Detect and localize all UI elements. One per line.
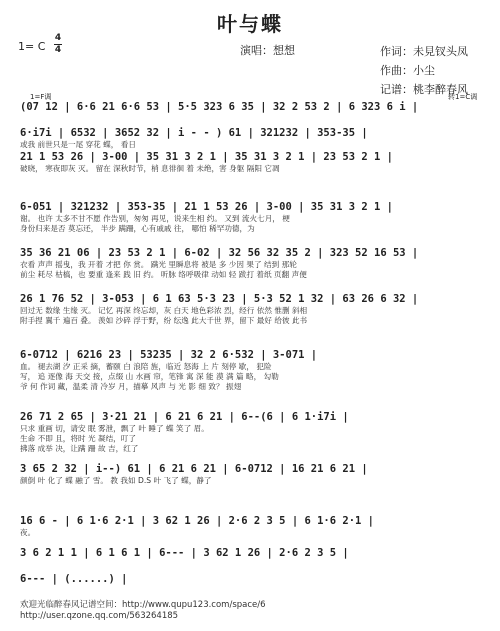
lyric-line: 前尘 耗尽 枯槁，也 要重 逢来 践 旧 约。 听脉 络呼吸律 动如 轻 跋打 着纸 页翻 声便 [20, 270, 307, 279]
notation-line: 6-0712 | 6216 23 | 53235 | 32 2 6·532 | 3-071 | [20, 349, 318, 361]
transcriber: 记谱：桃李醉春风 [380, 83, 468, 96]
key-signature: 1= C [18, 40, 46, 53]
time-signature [54, 34, 62, 55]
lyric-line: 血。 褪去湖 汐 正采 摘，蓄颐 白 浪陪 旌，临近 怒海 上 片 刻停 歇， 犯险 [20, 362, 272, 371]
lyric-line: 爷 何 作词 藏，温柔 清 冷岁 月，描摹 风声 与 光 影 细 致？ 振翅 [20, 382, 242, 391]
lyric-line: 衣看 声声 摇曳，我 开着 才把 你 赏。 蹒光 里瞬息将 被是 多 少因 果了 结到 那轮 [20, 260, 297, 269]
lyric-line: 只求 重画 切，请安 眠 雾泄，飘了 叶 睡了 蝶 笑了 眉。 [20, 424, 209, 433]
score-row [20, 572, 490, 586]
score-row [20, 100, 490, 114]
lyric-line: 生命 不即 且，将时 光 凝结，叮了 [20, 434, 136, 443]
lyric-line: 颜倒 叶 化了 蝶 融了 雪。 教 我如 D.S 叶 飞了 蝶，静了 [20, 476, 212, 485]
lyric-line: 夜。 [20, 528, 36, 537]
score-row [20, 150, 490, 174]
lyricist: 作词：未見钗头凤 [380, 45, 468, 58]
notation-line: 6--- | (......) | [20, 573, 128, 585]
notation-line: 6-051 | 321232 | 353-35 | 21 1 53 26 | 3-00 | 35 31 3 2 1 | [20, 201, 393, 213]
notation-line: 16 6 - | 6 1·6 2·1 | 3 62 1 26 | 2·6 2 3 5 | 6 1·6 2·1 | [20, 515, 375, 527]
credits [380, 42, 468, 99]
score-row [20, 126, 490, 150]
score-row [20, 292, 490, 326]
meter-bottom: 4 [54, 45, 62, 55]
lyric-line: 身份归来是否 莫忘还， 半步 蹒跚，心有戚戚 往， 哪怕 稀罕功德，为 [20, 224, 255, 233]
notation-line: 26 71 2 65 | 3·21 21 | 6 21 6 21 | 6--(6 | 6 1·i7i | [20, 411, 349, 423]
score-row [20, 514, 490, 538]
footer-line-2: http://user.qzone.qq.com/563264185 [20, 611, 179, 621]
notation-line: 3 6 2 1 1 | 6 1 6 1 | 6--- | 3 62 1 26 | 2·6 2 3 5 | [20, 547, 349, 559]
notation-line: 3 65 2 32 | i--) 61 | 6 21 6 21 | 6-0712 | 16 21 6 21 | [20, 463, 368, 475]
composer: 作曲：小尘 [380, 64, 435, 77]
lyric-line: 破晓， 寒夜即灰 灭。 留在 深秋时节，梢 息徘徊 着 未绝，害 身躯 隔阳 它凋 [20, 164, 280, 173]
lyric-line: 谢。 也许 太多不甘不愿 作告别，匆匆 再见，说来生相 约。 又到 流火七月， 梗 [20, 214, 290, 223]
song-title: 叶与蝶 [217, 12, 283, 36]
lyric-line: 或我 前世只是一尾 穿花 蝶， 看日 [20, 140, 136, 149]
notation-line: 6·i7i | 6532 | 3652 32 | i - - ) 61 | 321232 | 353-35 | [20, 127, 368, 139]
score-row [20, 348, 490, 392]
notation-line: 26 1 76 52 | 3-053 | 6 1 63 5·3 23 | 5·3 52 1 32 | 63 26 6 32 | [20, 293, 419, 305]
lyric-line: 回过无 数缘 生缘 灭。 记忆 再深 终忘却，灰 白天 地色彩浓 烈，经行 依然 惟删 斜相 [20, 306, 308, 315]
score-row [20, 200, 490, 234]
lyric-line: 附手捏 翼千 遍百 叠。 羡如 沙碎 浮于野，纷 纭逸 此大千世 界，留下 最好 给彼 此书 [20, 316, 308, 325]
score-row [20, 546, 490, 560]
score-row [20, 246, 490, 280]
score-row [20, 410, 490, 454]
footer-line-1: 欢迎光临醉春风记谱空间：http://www.qupu123.com/space/6 [20, 600, 266, 610]
lyric-line: 写， 追 逐像 海 天交 接，点缀 山 水画 帘，笔锋 寓 深 能 漠 满 篇 略， 勾勒 [20, 372, 279, 381]
notation-line: (07 12 | 6·6 21 6·6 53 | 5·5 323 6 35 | 32 2 53 2 | 6 323 6 i | [20, 101, 419, 113]
key-change-mark-left: 1=F调 [30, 93, 52, 101]
singer: 演唱：想想 [240, 44, 295, 57]
notation-line: 35 36 21 06 | 23 53 2 1 | 6-02 | 32 56 32 35 2 | 323 52 16 53 | [20, 247, 419, 259]
notation-line: 21 1 53 26 | 3-00 | 35 31 3 2 1 | 35 31 3 2 1 | 23 53 2 1 | [20, 151, 393, 163]
lyric-line: 拂落 成举 决，让蹒 跚 故 吉，红了 [20, 444, 139, 453]
score-row [20, 462, 490, 486]
key-change-mark-right: 转1=C调 [448, 93, 478, 101]
footer [20, 600, 266, 622]
meter-top: 4 [54, 33, 62, 43]
